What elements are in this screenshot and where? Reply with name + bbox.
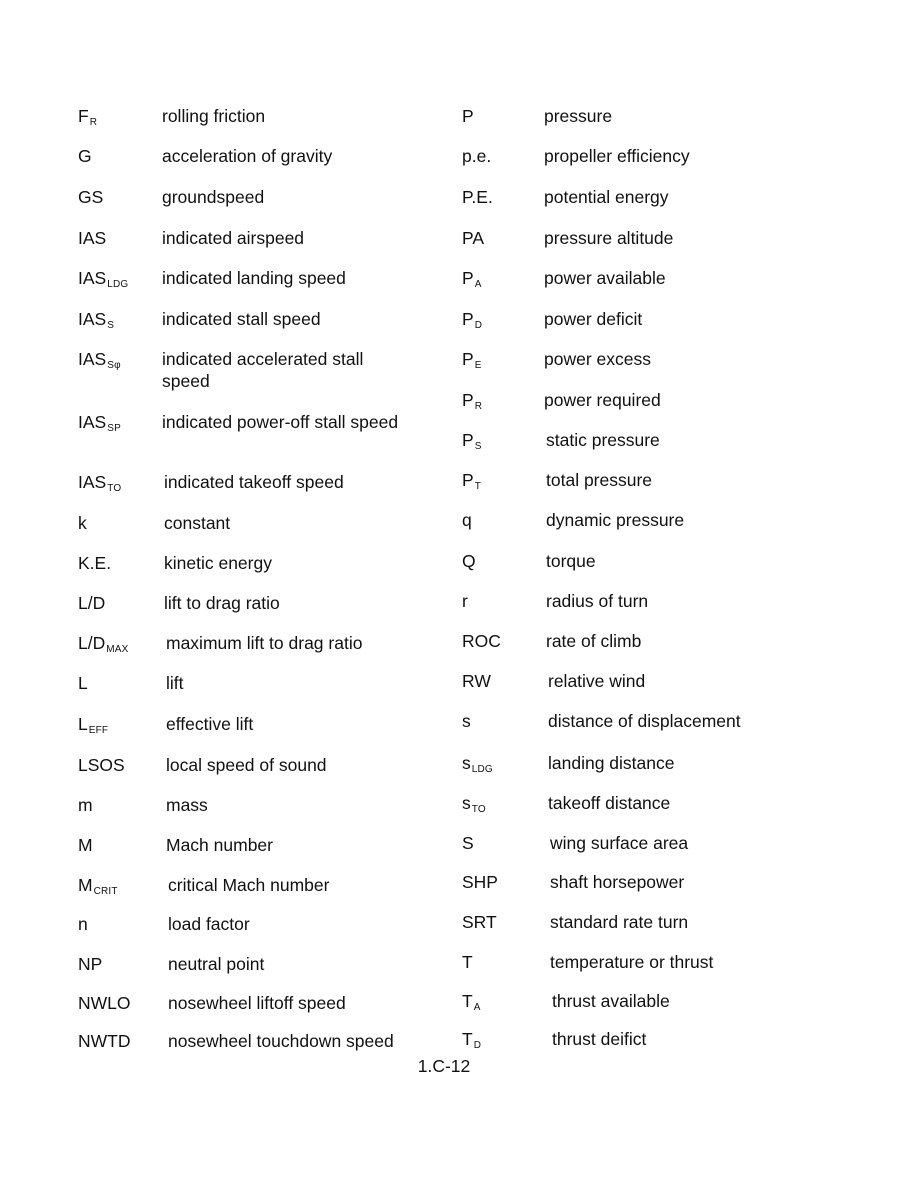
glossary-row — [462, 990, 852, 1019]
glossary-row — [78, 308, 402, 337]
term-symbol — [78, 186, 162, 208]
term-symbol — [78, 145, 162, 167]
symbol-text: T — [462, 952, 473, 972]
glossary-row — [78, 592, 404, 614]
symbol-text: IAS — [78, 472, 107, 492]
symbol-text: m — [78, 795, 93, 815]
term-definition: groundspeed — [162, 187, 265, 207]
glossary-row — [78, 992, 408, 1014]
term-symbol — [78, 754, 162, 776]
symbol-subscript: Sφ — [107, 360, 121, 371]
symbol-text: Q — [462, 551, 476, 571]
term-definition: neutral point — [168, 954, 265, 974]
symbol-subscript: R — [474, 401, 483, 412]
symbol-subscript: A — [474, 279, 482, 290]
term-definition: indicated accelerated stall speed — [162, 349, 364, 391]
symbol-text: r — [462, 591, 468, 611]
term-symbol — [462, 105, 544, 127]
term-symbol — [78, 227, 162, 249]
glossary-row — [78, 632, 406, 661]
term-symbol — [462, 752, 544, 781]
term-definition: landing distance — [548, 753, 675, 773]
symbol-text: L/D — [78, 593, 106, 613]
symbol-subscript: S — [107, 320, 115, 331]
symbol-text: G — [78, 146, 92, 166]
symbol-subscript: E — [474, 360, 482, 371]
glossary-row — [78, 672, 406, 694]
symbol-text: P — [462, 430, 474, 450]
term-symbol — [78, 794, 162, 816]
term-symbol — [78, 552, 162, 574]
glossary-row — [462, 911, 850, 933]
glossary-row — [462, 951, 850, 973]
term-definition: nosewheel touchdown speed — [168, 1031, 394, 1051]
term-definition: Mach number — [166, 835, 273, 855]
glossary-row — [78, 471, 404, 500]
glossary-row — [462, 105, 844, 127]
glossary-row — [78, 552, 404, 574]
term-symbol — [462, 1028, 544, 1057]
term-definition: mass — [166, 795, 208, 815]
symbol-text: IAS — [78, 349, 107, 369]
symbol-text: T — [462, 991, 473, 1011]
symbol-text: L/D — [78, 633, 106, 653]
term-definition: wing surface area — [550, 833, 689, 853]
glossary-row — [462, 1028, 852, 1057]
term-symbol — [78, 834, 162, 856]
term-definition: local speed of sound — [166, 755, 327, 775]
symbol-subscript: D — [473, 1040, 482, 1051]
glossary-row — [78, 267, 402, 296]
term-definition: indicated power-off stall speed — [162, 412, 399, 432]
symbol-text: F — [78, 106, 89, 126]
symbol-subscript: TO — [471, 804, 486, 815]
term-symbol — [462, 389, 544, 418]
term-definition: thrust available — [552, 991, 670, 1011]
term-definition: power excess — [544, 349, 651, 369]
symbol-text: IAS — [78, 309, 107, 329]
glossary-row — [78, 834, 406, 856]
symbol-text: P — [462, 349, 474, 369]
term-symbol — [78, 632, 162, 661]
symbol-text: PA — [462, 228, 485, 248]
glossary-row — [462, 308, 844, 337]
term-definition: thrust deifict — [552, 1029, 647, 1049]
glossary-row — [462, 630, 846, 652]
term-symbol — [462, 145, 544, 167]
term-definition: acceleration of gravity — [162, 146, 333, 166]
glossary-row — [78, 913, 408, 935]
glossary-row — [462, 871, 850, 893]
glossary-row — [462, 550, 846, 572]
term-definition: effective lift — [166, 714, 254, 734]
term-definition: relative wind — [548, 671, 646, 691]
term-symbol — [78, 592, 162, 614]
glossary-row — [462, 227, 844, 249]
page-number: 1.C-12 — [417, 1056, 471, 1076]
symbol-subscript: T — [474, 481, 481, 492]
term-symbol — [78, 267, 162, 296]
glossary-row — [462, 590, 846, 612]
symbol-text: LSOS — [78, 755, 125, 775]
symbol-text: NWTD — [78, 1031, 131, 1051]
term-definition: constant — [164, 513, 231, 533]
term-definition: total pressure — [546, 470, 653, 490]
term-symbol — [78, 992, 162, 1014]
term-symbol — [462, 267, 544, 296]
term-definition: kinetic energy — [164, 553, 272, 573]
term-definition: standard rate turn — [550, 912, 689, 932]
symbol-subscript: MAX — [106, 644, 129, 655]
term-definition: pressure altitude — [544, 228, 674, 248]
term-symbol — [462, 630, 544, 652]
term-definition: indicated takeoff speed — [164, 472, 344, 492]
term-symbol — [462, 951, 544, 973]
symbol-text: IAS — [78, 412, 107, 432]
term-symbol — [462, 348, 544, 377]
glossary-row — [78, 754, 406, 776]
symbol-text: NWLO — [78, 993, 131, 1013]
term-definition: dynamic pressure — [546, 510, 685, 530]
term-symbol — [462, 670, 544, 692]
symbol-text: IAS — [78, 228, 107, 248]
term-definition: indicated stall speed — [162, 309, 321, 329]
glossary-row — [78, 186, 402, 208]
glossary-row — [462, 389, 844, 418]
symbol-subscript: SP — [107, 423, 121, 434]
term-symbol — [78, 308, 162, 337]
glossary-row — [462, 509, 846, 531]
symbol-subscript: D — [474, 320, 483, 331]
symbol-subscript: R — [89, 117, 98, 128]
glossary-row — [462, 792, 848, 821]
symbol-text: k — [78, 513, 87, 533]
symbol-text: P — [462, 309, 474, 329]
term-definition: indicated airspeed — [162, 228, 305, 248]
glossary-row — [78, 953, 408, 975]
symbol-text: M — [78, 875, 93, 895]
symbol-subscript: LDG — [107, 279, 129, 290]
glossary-row — [462, 710, 848, 732]
glossary-row — [78, 1030, 408, 1052]
symbol-text: L — [78, 673, 88, 693]
symbol-text: SHP — [462, 872, 498, 892]
term-definition: load factor — [168, 914, 250, 934]
symbol-text: n — [78, 914, 88, 934]
term-symbol — [462, 227, 544, 249]
term-symbol — [78, 713, 162, 742]
symbol-text: K.E. — [78, 553, 112, 573]
glossary-row — [78, 411, 402, 440]
term-definition: lift to drag ratio — [164, 593, 280, 613]
term-definition: indicated landing speed — [162, 268, 346, 288]
symbol-subscript: S — [474, 441, 482, 452]
term-symbol — [462, 429, 544, 458]
glossary-row — [78, 105, 402, 134]
glossary-row — [462, 832, 850, 854]
glossary-row — [462, 429, 846, 458]
glossary-row — [78, 145, 402, 167]
glossary-row — [78, 713, 406, 742]
term-symbol — [78, 913, 162, 935]
symbol-subscript: LDG — [471, 764, 493, 775]
glossary-row — [462, 145, 844, 167]
term-definition: temperature or thrust — [550, 952, 714, 972]
symbol-text: s — [462, 711, 471, 731]
glossary-row — [78, 227, 402, 249]
term-symbol — [462, 509, 544, 531]
term-symbol — [462, 469, 544, 498]
term-definition: critical Mach number — [168, 875, 330, 895]
symbol-subscript: A — [473, 1002, 481, 1013]
glossary-row — [462, 469, 846, 498]
symbol-text: q — [462, 510, 472, 530]
term-definition: pressure — [544, 106, 613, 126]
glossary-row — [462, 752, 848, 781]
term-symbol — [78, 1030, 162, 1052]
term-symbol — [78, 953, 162, 975]
symbol-subscript: EFF — [88, 725, 109, 736]
symbol-text: T — [462, 1029, 473, 1049]
term-definition: torque — [546, 551, 596, 571]
glossary-row — [462, 670, 848, 692]
symbol-text: SRT — [462, 912, 497, 932]
term-symbol — [78, 874, 162, 903]
term-definition: takeoff distance — [548, 793, 671, 813]
term-definition: potential energy — [544, 187, 669, 207]
term-symbol — [462, 871, 544, 893]
term-definition: nosewheel liftoff speed — [168, 993, 346, 1013]
glossary-row — [462, 267, 844, 296]
term-definition: power available — [544, 268, 666, 288]
glossary-row — [462, 348, 844, 377]
term-definition: rate of climb — [546, 631, 642, 651]
term-symbol — [462, 186, 544, 208]
term-definition: shaft horsepower — [550, 872, 685, 892]
term-definition: distance of displacement — [548, 711, 741, 731]
symbol-text: s — [462, 753, 471, 773]
term-symbol — [462, 590, 544, 612]
glossary-row — [462, 186, 844, 208]
term-symbol — [78, 512, 162, 534]
term-definition: static pressure — [546, 430, 660, 450]
symbol-text: P — [462, 106, 474, 126]
term-symbol — [78, 411, 162, 440]
glossary-row — [78, 348, 402, 392]
term-symbol — [462, 832, 544, 854]
term-symbol — [78, 105, 162, 134]
term-symbol — [462, 710, 544, 732]
term-definition: lift — [166, 673, 184, 693]
glossary-row — [78, 512, 404, 534]
symbol-text: ROC — [462, 631, 501, 651]
symbol-subscript: TO — [107, 483, 122, 494]
symbol-text: P — [462, 470, 474, 490]
term-symbol — [462, 911, 544, 933]
glossary-row — [78, 874, 408, 903]
symbol-subscript: CRIT — [93, 886, 118, 897]
term-symbol — [462, 792, 544, 821]
term-symbol — [462, 308, 544, 337]
symbol-text: S — [462, 833, 474, 853]
symbol-text: P — [462, 268, 474, 288]
term-symbol — [462, 990, 544, 1019]
symbol-text: NP — [78, 954, 103, 974]
glossary-row — [78, 794, 406, 816]
symbol-text: P.E. — [462, 187, 493, 207]
symbol-text: s — [462, 793, 471, 813]
term-symbol — [78, 672, 162, 694]
symbol-text: L — [78, 714, 88, 734]
term-definition: propeller efficiency — [544, 146, 690, 166]
term-symbol — [78, 348, 162, 377]
term-definition: radius of turn — [546, 591, 649, 611]
term-definition: maximum lift to drag ratio — [166, 633, 363, 653]
symbol-text: p.e. — [462, 146, 492, 166]
term-definition: power required — [544, 390, 661, 410]
symbol-text: GS — [78, 187, 104, 207]
term-symbol — [462, 550, 544, 572]
symbol-text: IAS — [78, 268, 107, 288]
symbol-text: RW — [462, 671, 491, 691]
term-definition: power deficit — [544, 309, 643, 329]
term-symbol — [78, 471, 162, 500]
symbol-text: M — [78, 835, 93, 855]
term-definition: rolling friction — [162, 106, 266, 126]
symbol-text: P — [462, 390, 474, 410]
